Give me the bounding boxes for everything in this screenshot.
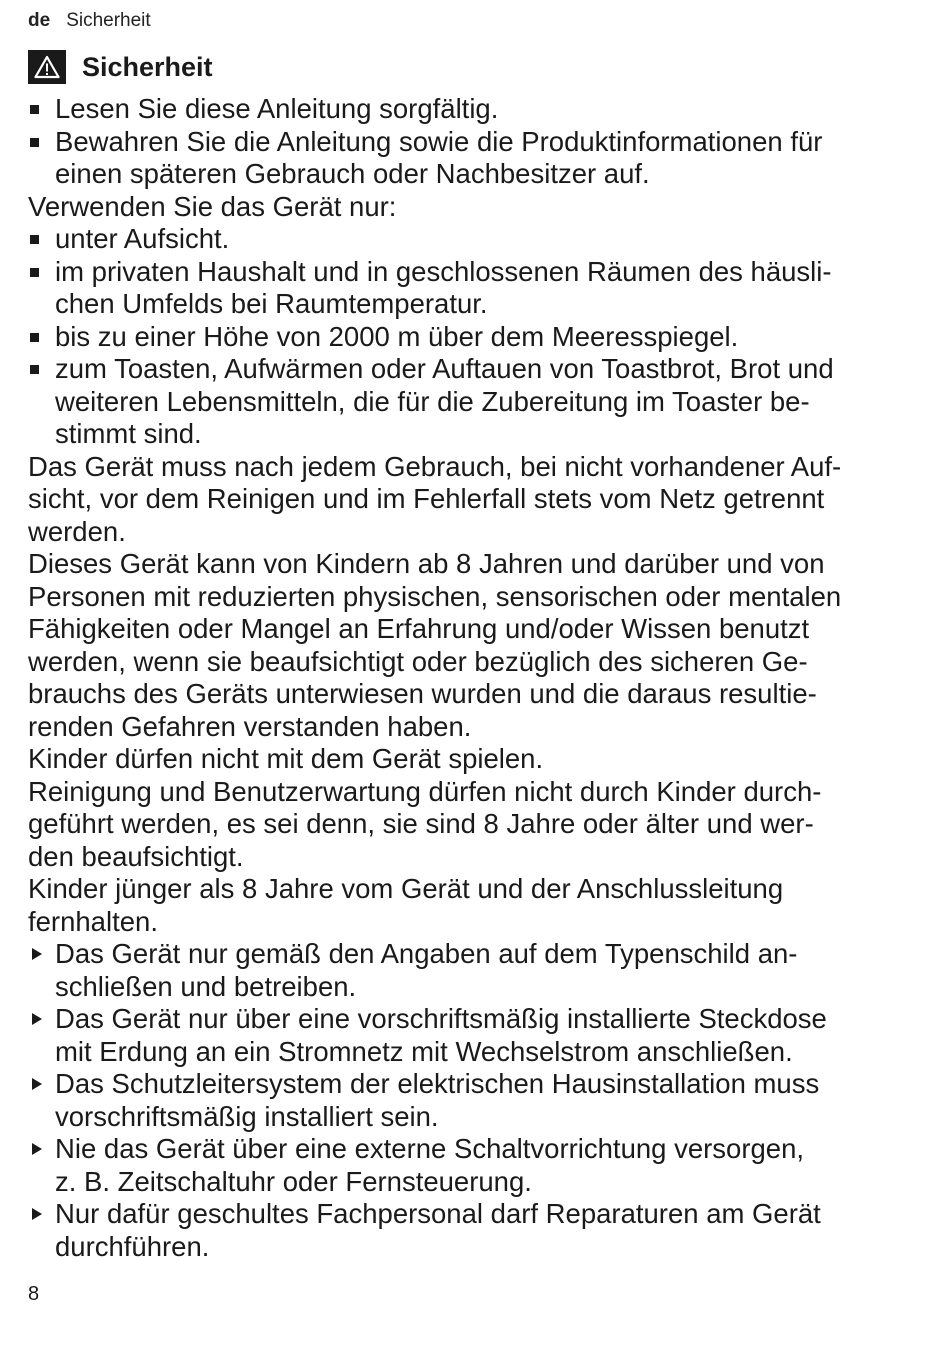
text-line: Verwenden Sie das Gerät nur: [28,190,397,222]
section-title: Sicherheit [82,52,213,82]
instruction-list [28,1003,908,1068]
text-line: Kinder jünger als 8 Jahre vom Gerät und der Anschlussleitung [28,873,784,904]
bullet-list [28,223,908,256]
instruction-list [28,1198,908,1263]
bullet-item [28,256,908,321]
text-line: Das Gerät nur über eine vorschriftsmäßig installierte Steckdose [55,1003,827,1034]
paragraph [28,873,908,938]
text-line: mit Erdung an ein Stromnetz mit Wechselstrom anschließen. [55,1035,793,1067]
bullet-list [28,321,908,354]
running-header-section: Sicherheit [66,10,151,31]
paragraph [28,451,908,549]
bullet-item [28,353,908,451]
text-line: Nie das Gerät über eine externe Schaltvorrichtung versorgen, [55,1133,805,1164]
text-line: fernhalten. [28,905,158,937]
bullet-item [28,126,908,191]
text-line: Das Schutzleitersystem der elektrischen Hausinstallation muss [55,1068,820,1099]
text-line: Fähigkeiten oder Mangel an Erfahrung und/oder Wissen benutzt [28,613,810,644]
instruction-list [28,1133,908,1198]
text-line: den beaufsichtigt. [28,840,244,872]
bullet-item [28,321,908,354]
text-line: Bewahren Sie die Anleitung sowie die Produktinformationen für [55,125,823,157]
text-line: Nur dafür geschultes Fachpersonal darf Reparaturen am Gerät [55,1198,821,1229]
text-line: stimmt sind. [55,418,202,449]
instruction-item [28,938,908,1003]
text-line: durchführen. [55,1230,210,1262]
text-line: geführt werden, es sei denn, sie sind 8 Jahre oder älter und wer- [28,808,814,839]
text-line: Personen mit reduzierten physischen, sensorischen oder mentalen [28,580,842,612]
paragraph [28,743,908,776]
instruction-item [28,1198,908,1263]
text-line: Kinder dürfen nicht mit dem Gerät spielen. [28,743,544,774]
bullet-list [28,353,908,451]
text-line: zum Toasten, Aufwärmen oder Auftauen von Toastbrot, Brot und [55,353,834,384]
text-line: renden Gefahren verstanden haben. [28,710,472,742]
section-heading [28,50,213,84]
text-line: bis zu einer Höhe von 2000 m über dem Meeresspiegel. [55,320,739,352]
instruction-item [28,1003,908,1068]
language-code: de [28,10,51,31]
bullet-list [28,256,908,321]
page-number: 8 [28,1283,40,1305]
bullet-item [28,223,908,256]
text-line: chen Umfelds bei Raumtemperatur. [55,288,488,319]
warning-triangle-icon [28,50,66,84]
text-line: weiteren Lebensmitteln, die für die Zubereitung im Toaster be- [55,385,810,417]
text-line: Reinigung und Benutzerwartung dürfen nicht durch Kinder durch- [28,775,822,807]
text-line: unter Aufsicht. [55,223,230,254]
instruction-list [28,1068,908,1133]
text-line: z. B. Zeitschaltuhr oder Fernsteuerung. [55,1165,532,1197]
bullet-list [28,126,908,191]
running-header [28,10,151,32]
text-line: vorschriftsmäßig installiert sein. [55,1100,439,1132]
instruction-list [28,938,908,1003]
paragraph [28,548,908,743]
text-line: werden. [28,515,126,547]
text-line: sicht, vor dem Reinigen und im Fehlerfall stets vom Netz getrennt [28,483,825,514]
instruction-item [28,1133,908,1198]
safety-content [28,93,908,1263]
text-line: schließen und betreiben. [55,970,357,1002]
paragraph [28,776,908,874]
text-line: Dieses Gerät kann von Kindern ab 8 Jahren und darüber und von [28,548,825,579]
text-line: werden, wenn sie beaufsichtigt oder bezüglich des sicheren Ge- [28,645,808,677]
text-line: brauchs des Geräts unterwiesen wurden und die daraus resultie- [28,678,817,709]
text-line: Das Gerät muss nach jedem Gebrauch, bei nicht vorhandener Auf- [28,450,842,482]
text-line: im privaten Haushalt und in geschlossenen Räumen des häusli- [55,255,832,287]
instruction-item [28,1068,908,1133]
text-line: Lesen Sie diese Anleitung sorgfältig. [55,93,499,124]
paragraph [28,191,908,224]
bullet-list [28,93,908,126]
bullet-item [28,93,908,126]
text-line: einen späteren Gebrauch oder Nachbesitzer auf. [55,158,650,189]
text-line: Das Gerät nur gemäß den Angaben auf dem Typenschild an- [55,938,798,969]
